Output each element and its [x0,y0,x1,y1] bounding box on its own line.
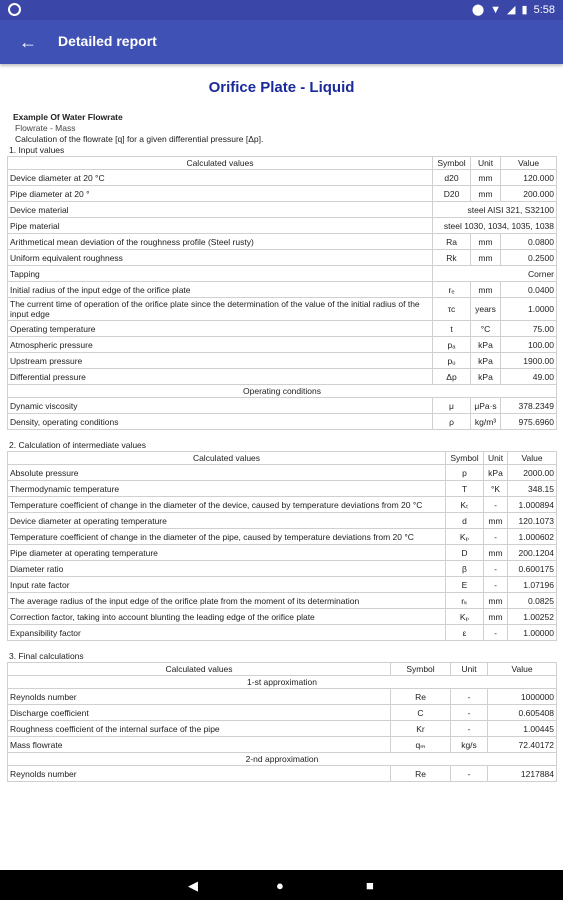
report-content[interactable] [0,64,563,870]
table-row [8,414,557,430]
report-meta [13,112,556,145]
row-label: The current time of operation of the orifice plate since the determination of the value of the initial radius of the input edge [8,298,433,321]
row-value: 1217884 [488,766,557,782]
navigation-bar [0,870,563,900]
row-label: Upstream pressure [8,353,433,369]
row-value: 1900.00 [501,353,557,369]
row-unit: mm [484,545,508,561]
row-symbol: Kₚ [446,529,484,545]
table-row [8,465,557,481]
battery-icon: ▮ [521,4,528,16]
row-symbol: qₘ [391,737,451,753]
row-symbol: T [446,481,484,497]
final-calculations-table [7,662,557,782]
row-symbol: Re [391,766,451,782]
table-header-cell: Symbol [446,452,484,465]
table-row [8,250,557,266]
table-row [8,561,557,577]
row-unit: mm [484,513,508,529]
row-unit: kPa [471,369,501,385]
table-row [8,577,557,593]
table-header-row [8,157,557,170]
row-label: Density, operating conditions [8,414,433,430]
row-value: 120.000 [501,170,557,186]
row-unit: kg/s [451,737,488,753]
row-symbol: pᵤ [433,353,471,369]
row-label: Operating temperature [8,321,433,337]
row-value: 1.0000 [501,298,557,321]
row-unit: years [471,298,501,321]
row-value: 1.00000 [508,625,557,641]
table-group-row [8,385,557,398]
table-row [8,689,557,705]
table-header-cell: Unit [451,663,488,676]
row-label: Uniform equivalent roughness [8,250,433,266]
row-value: 75.00 [501,321,557,337]
row-unit: mm [471,282,501,298]
row-label: Discharge coefficient [8,705,391,721]
table-header-cell: Calculated values [8,452,446,465]
table-row [8,186,557,202]
row-value: 1.00445 [488,721,557,737]
row-unit: - [451,705,488,721]
row-unit: mm [471,170,501,186]
table-header-cell: Symbol [391,663,451,676]
table-header-cell: Calculated values [8,157,433,170]
table-row [8,529,557,545]
row-unit: - [484,577,508,593]
row-unit: mm [484,593,508,609]
row-label: Expansibility factor [8,625,446,641]
row-label: Roughness coefficient of the internal surface of the pipe [8,721,391,737]
row-value: 0.0400 [501,282,557,298]
row-value: 348.15 [508,481,557,497]
table-group-label: 2-nd approximation [8,753,557,766]
location-icon: ⬤ [471,4,485,16]
status-bar [0,0,563,20]
row-label: Differential pressure [8,369,433,385]
row-symbol: Δp [433,369,471,385]
row-unit: kPa [471,337,501,353]
nav-recents-icon[interactable]: ■ [366,878,374,893]
report-title: Orifice Plate - Liquid [208,79,355,96]
row-unit: - [484,529,508,545]
row-unit: - [451,721,488,737]
table-row [8,170,557,186]
table-row [8,369,557,385]
row-label: Reynolds number [8,689,391,705]
row-value: 975.6960 [501,414,557,430]
row-value: 0.605408 [488,705,557,721]
table-row [8,234,557,250]
row-unit: mm [484,609,508,625]
row-value: 0.600175 [508,561,557,577]
row-label: Device diameter at operating temperature [8,513,446,529]
row-label: Initial radius of the input edge of the orifice plate [8,282,433,298]
row-symbol: Kₜ [446,497,484,513]
table-row [8,705,557,721]
row-symbol: p [446,465,484,481]
table-row [8,321,557,337]
table-header-cell: Value [488,663,557,676]
row-value: 200.1204 [508,545,557,561]
row-symbol: Re [391,689,451,705]
row-label: Device diameter at 20 °C [8,170,433,186]
row-unit: °C [471,321,501,337]
section-1-title: 1. Input values [9,145,65,155]
row-unit: - [484,625,508,641]
row-label: Tapping [8,266,433,282]
intermediate-values-table [7,451,557,641]
table-row [8,721,557,737]
row-unit: mm [471,234,501,250]
flowrate-type: Flowrate - Mass [15,123,76,133]
status-time: 5:58 [533,3,555,16]
row-symbol: ρ [433,414,471,430]
row-symbol: d20 [433,170,471,186]
table-header-cell: Symbol [433,157,471,170]
row-label: Pipe diameter at operating temperature [8,545,446,561]
table-row [8,481,557,497]
row-value: 0.2500 [501,250,557,266]
row-value: 1.000602 [508,529,557,545]
table-header-row [8,663,557,676]
table-header-cell: Value [508,452,557,465]
row-label: Input rate factor [8,577,446,593]
wifi-icon: ▼ [490,3,502,16]
app-bar [0,20,563,64]
table-header-row [8,452,557,465]
table-group-label: Operating conditions [8,385,557,398]
table-row [8,298,557,321]
table-row [8,353,557,369]
table-group-label: 1-st approximation [8,676,557,689]
row-label: Pipe material [8,218,433,234]
back-arrow-icon[interactable]: ← [19,32,37,52]
table-row [8,497,557,513]
input-values-table [7,156,557,430]
row-value: 0.0825 [508,593,557,609]
row-unit: mm [471,250,501,266]
row-label: Dynamic viscosity [8,398,433,414]
table-row [8,218,557,234]
row-label: Absolute pressure [8,465,446,481]
row-unit: °K [484,481,508,497]
table-row [8,282,557,298]
row-label: Temperature coefficient of change in the diameter of the pipe, caused by temperature deviations from 20 °C [8,529,446,545]
row-value: 72.40172 [488,737,557,753]
row-unit: kPa [484,465,508,481]
table-row [8,202,557,218]
row-unit: mm [471,186,501,202]
table-row [8,398,557,414]
row-symbol: Kr [391,721,451,737]
row-label: Device material [8,202,433,218]
row-symbol: d [446,513,484,529]
row-symbol: t [433,321,471,337]
status-icons [472,3,555,16]
row-value: 1000000 [488,689,557,705]
table-row [8,593,557,609]
row-unit: - [451,689,488,705]
row-label: The average radius of the input edge of the orifice plate from the moment of its determination [8,593,446,609]
row-value: steel 1030, 1034, 1035, 1038 [433,218,557,234]
row-symbol: τc [433,298,471,321]
row-symbol: E [446,577,484,593]
row-value: 378.2349 [501,398,557,414]
section-2-title: 2. Calculation of intermediate values [9,440,147,450]
row-symbol: Kₚ [446,609,484,625]
row-value: Corner [433,266,557,282]
row-label: Arithmetical mean deviation of the roughness profile (Steel rusty) [8,234,433,250]
row-unit: kg/m³ [471,414,501,430]
row-symbol: μ [433,398,471,414]
row-value: 1.00252 [508,609,557,625]
row-value: 1.07196 [508,577,557,593]
row-value: 49.00 [501,369,557,385]
table-row [8,266,557,282]
notification-icon [8,3,21,16]
row-symbol: D20 [433,186,471,202]
table-row [8,625,557,641]
row-label: Diameter ratio [8,561,446,577]
calculation-description: Calculation of the flowrate [q] for a given differential pressure [Δp]. [15,134,264,144]
row-value: 1.000894 [508,497,557,513]
row-unit: - [451,766,488,782]
page-title: Detailed report [58,33,157,49]
table-group-row [8,753,557,766]
example-title: Example Of Water Flowrate [13,112,123,122]
table-header-cell: Calculated values [8,663,391,676]
row-symbol: Ra [433,234,471,250]
row-symbol: rₑ [433,282,471,298]
row-label: Thermodynamic temperature [8,481,446,497]
row-value: 200.000 [501,186,557,202]
row-value: 2000.00 [508,465,557,481]
section-3-title: 3. Final calculations [9,651,84,661]
row-value: 0.0800 [501,234,557,250]
row-symbol: D [446,545,484,561]
table-row [8,513,557,529]
table-header-cell: Unit [471,157,501,170]
row-label: Temperature coefficient of change in the diameter of the device, caused by temperature deviations from 20 °C [8,497,446,513]
row-symbol: ε [446,625,484,641]
row-unit: kPa [471,353,501,369]
nav-back-icon[interactable]: ◀ [188,878,198,893]
row-value: steel AISI 321, S32100 [433,202,557,218]
row-symbol: pₐ [433,337,471,353]
signal-icon: ◢ [507,4,516,16]
row-label: Mass flowrate [8,737,391,753]
table-row [8,737,557,753]
row-label: Correction factor, taking into account blunting the leading edge of the orifice plate [8,609,446,625]
row-symbol: β [446,561,484,577]
row-unit: - [484,497,508,513]
table-row [8,766,557,782]
row-value: 100.00 [501,337,557,353]
table-header-cell: Unit [484,452,508,465]
row-unit: μPa·s [471,398,501,414]
table-row [8,545,557,561]
row-label: Atmospheric pressure [8,337,433,353]
table-row [8,337,557,353]
row-symbol: C [391,705,451,721]
row-label: Pipe diameter at 20 ° [8,186,433,202]
table-header-cell: Value [501,157,557,170]
row-value: 120.1073 [508,513,557,529]
row-label: Reynolds number [8,766,391,782]
nav-home-icon[interactable]: ● [276,878,284,893]
row-unit: - [484,561,508,577]
table-row [8,609,557,625]
row-symbol: Rk [433,250,471,266]
row-symbol: rₖ [446,593,484,609]
table-group-row [8,676,557,689]
